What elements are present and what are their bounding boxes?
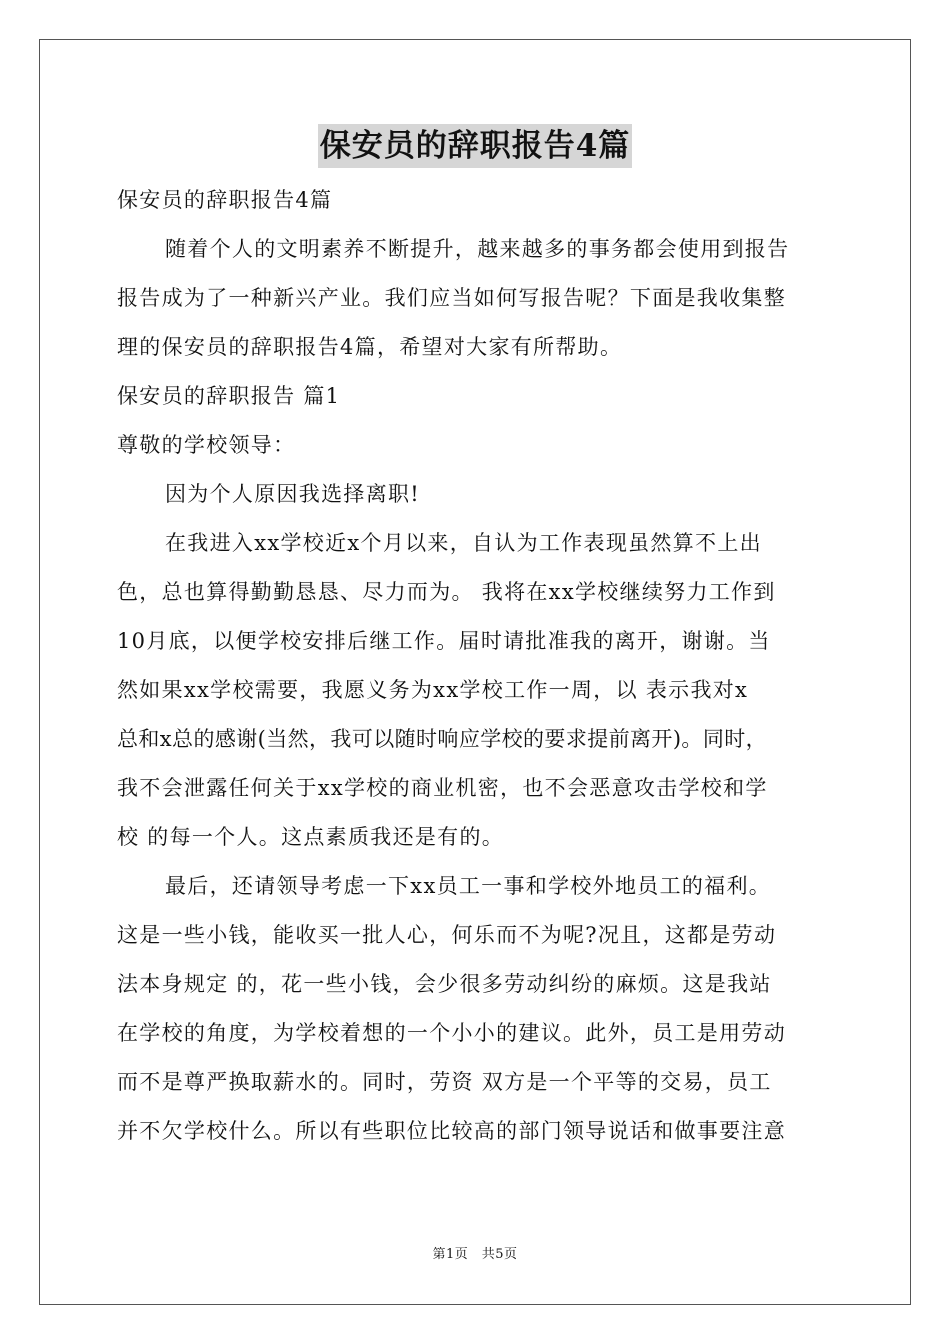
- paragraph-line: 这是一些小钱，能收买一批人心，何乐而不为呢?况且，这都是劳动: [117, 923, 777, 947]
- paragraph-line: 随着个人的文明素养不断提升，越来越多的事务都会使用到报告: [165, 237, 790, 261]
- paragraph-line: 并不欠学校什么。所以有些职位比较高的部门领导说话和做事要注意: [117, 1119, 786, 1143]
- subtitle-line: 保安员的辞职报告4篇: [117, 188, 333, 212]
- paragraph-line: 而不是尊严换取薪水的。同时，劳资 双方是一个平等的交易，员工: [117, 1070, 772, 1094]
- document-title: 保安员的辞职报告4篇: [318, 124, 633, 168]
- page-number-footer: 第1页 共5页: [432, 1247, 518, 1262]
- paragraph-line: 10月底，以便学校安排后继工作。届时请批准我的离开，谢谢。当: [117, 629, 771, 653]
- paragraph-line: 校 的每一个人。这点素质我还是有的。: [117, 825, 505, 849]
- paragraph-line: 报告成为了一种新兴产业。我们应当如何写报告呢？下面是我收集整: [117, 286, 786, 310]
- salutation-line: 尊敬的学校领导：: [117, 433, 296, 457]
- paragraph-line: 理的保安员的辞职报告4篇，希望对大家有所帮助。: [117, 335, 623, 359]
- paragraph-line: 总和x总的感谢(当然，我可以随时响应学校的要求提前离开)。同时，: [117, 727, 768, 751]
- paragraph-line: 在我进入xx学校近x个月以来，自认为工作表现虽然算不上出: [165, 531, 762, 555]
- document-body: [117, 176, 837, 1156]
- paragraph-line: 因为个人原因我选择离职!: [165, 482, 421, 506]
- paragraph-line: 在学校的角度，为学校着想的一个小小的建议。此外，员工是用劳动: [117, 1021, 786, 1045]
- section-heading: 保安员的辞职报告 篇1: [117, 384, 341, 408]
- paragraph-line: 最后，还请领导考虑一下xx员工一事和学校外地员工的福利。: [165, 874, 772, 898]
- paragraph-line: 色，总也算得勤勤恳恳、尽力而为。 我将在xx学校继续努力工作到: [117, 580, 776, 604]
- paragraph-line: 我不会泄露任何关于xx学校的商业机密，也不会恶意攻击学校和学: [117, 776, 768, 800]
- paragraph-line: 然如果xx学校需要，我愿义务为xx学校工作一周，以 表示我对x: [117, 678, 749, 702]
- paragraph-line: 法本身规定 的，花一些小钱，会少很多劳动纠纷的麻烦。这是我站: [117, 972, 772, 996]
- title-container: [0, 124, 950, 168]
